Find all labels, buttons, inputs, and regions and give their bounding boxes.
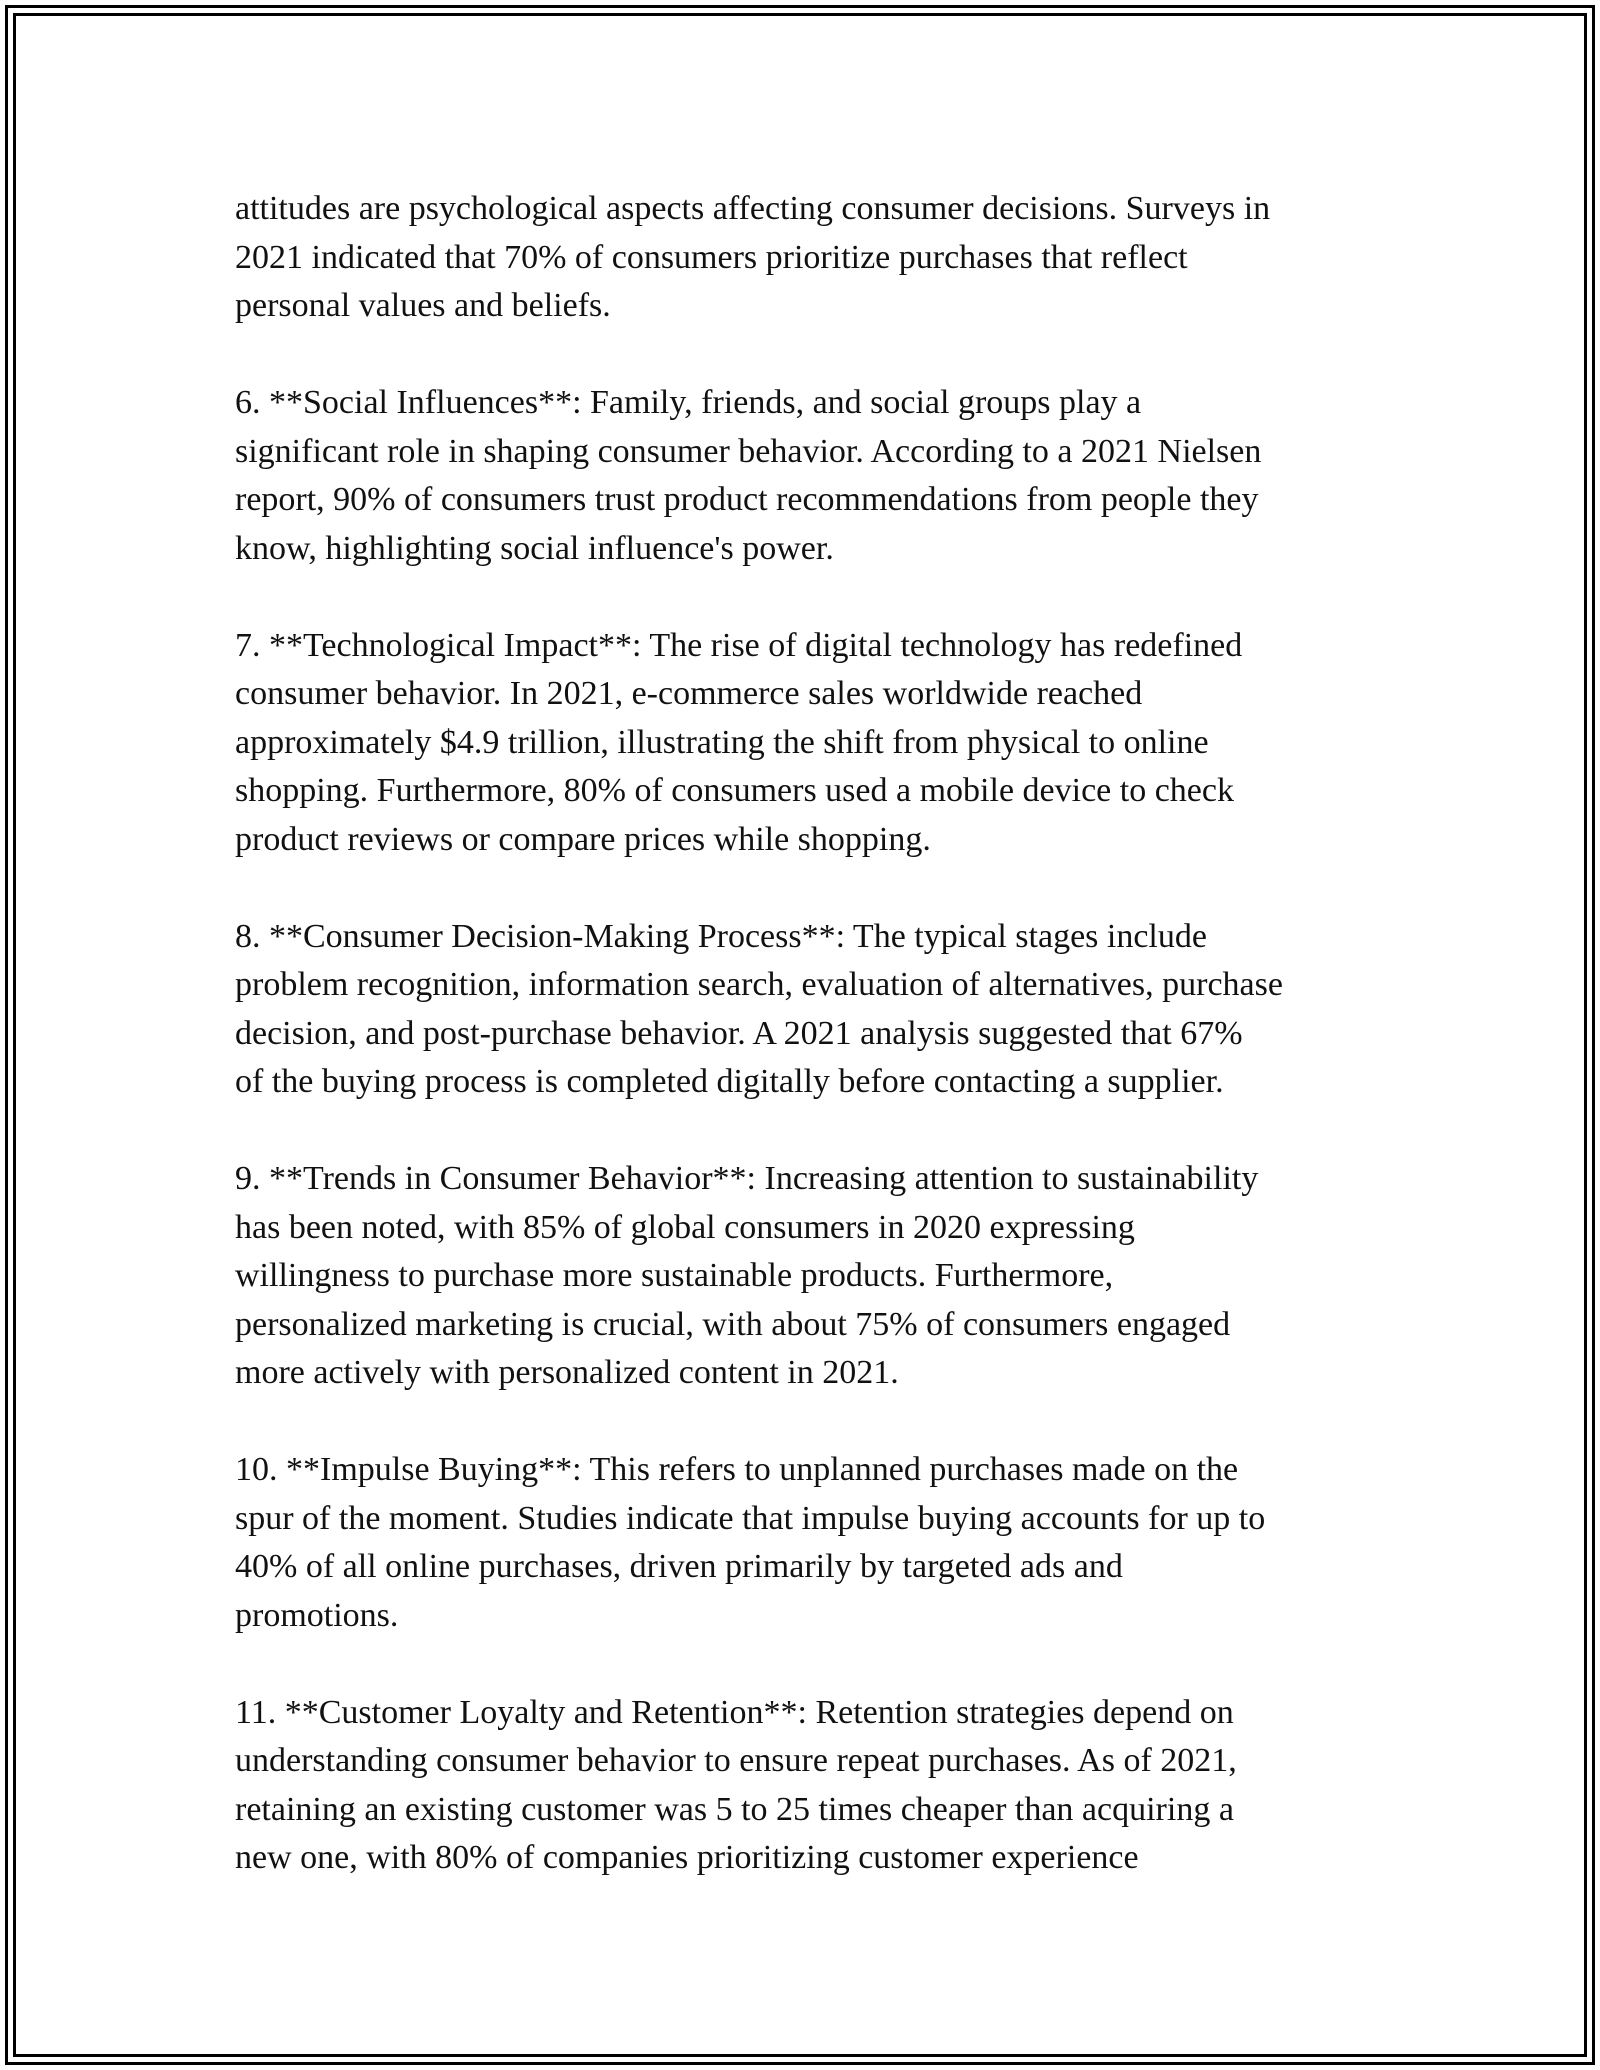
paragraph-social-influences: 6. **Social Influences**: Family, friends, and social groups play a significant role in shaping consumer behavior. According to a 2021 Nielsen report, 90% of consumers trust product recommendations from people they know, highlighting social influence's power. — [235, 384, 1262, 567]
paragraph-technological-impact: 7. **Technological Impact**: The rise of digital technology has redefined consumer behavior. In 2021, e-commerce sales worldwide reached approximately $4.9 trillion, illustrating the shift from physical to online shopping. Furthermore, 80% of consumers used a mobile device to check product reviews or compare prices while shopping. — [235, 626, 1243, 858]
document-body — [235, 185, 1375, 1883]
paragraph-attitudes: attitudes are psychological aspects affecting consumer decisions. Surveys in 2021 indicated that 70% of consumers prioritize purchases that reflect personal values and beliefs. — [235, 190, 1271, 324]
paragraph-customer-loyalty: 11. **Customer Loyalty and Retention**: Retention strategies depend on understanding consumer behavior to ensure repeat purchases. As of 2021, retaining an existing customer was 5 to 25 times cheaper than acquiring a new one, with 80% of companies prioritizing customer experience — [235, 1693, 1237, 1876]
paragraph-decision-making-process: 8. **Consumer Decision-Making Process**: The typical stages include problem recognition, information search, evaluation of alternatives, purchase decision, and post-purchase behavior. A 2021 analysis suggested that 67% of the buying process is completed digitally before contacting a supplier. — [235, 917, 1283, 1100]
paragraph-trends: 9. **Trends in Consumer Behavior**: Increasing attention to sustainability has been noted, with 85% of global consumers in 2020 expressing willingness to purchase more sustainable products. Furthermore, personalized marketing is crucial, with about 75% of consumers engaged more actively with personalized content in 2021. — [235, 1160, 1259, 1391]
paragraph-impulse-buying: 10. **Impulse Buying**: This refers to unplanned purchases made on the spur of the moment. Studies indicate that impulse buying accounts for up to 40% of all online purchases, driven primarily by targeted ads and promotions. — [235, 1451, 1266, 1634]
